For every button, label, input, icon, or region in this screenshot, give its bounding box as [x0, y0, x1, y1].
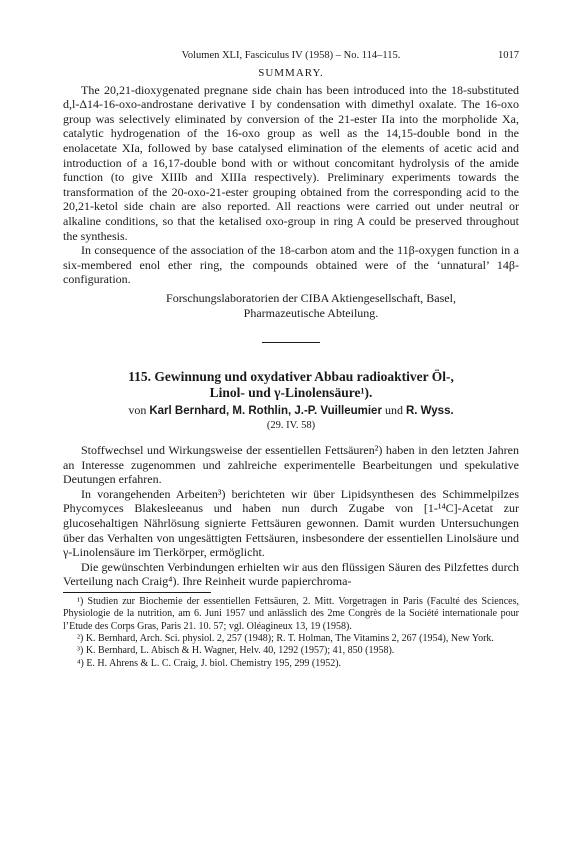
affiliation-line-1: Forschungslaboratorien der CIBA Aktiengesellschaft, Basel,	[166, 290, 456, 305]
article-title-line-2: Linol- und γ-Linolensäure¹).	[209, 385, 373, 401]
running-head	[63, 50, 519, 61]
affiliation	[63, 291, 519, 320]
summary-paragraph-2: In consequence of the association of the 18-carbon atom and the 11β-oxygen function in a six-membered enol ether ring, the compounds obtained were of the ‘unnatural’ 14β-configuration.	[63, 243, 519, 287]
affiliation-line-2: Pharmazeutische Abteilung.	[243, 305, 379, 320]
article-paragraph-3: Die gewünschten Verbindungen erhielten wir aus den flüssigen Säuren des Pilzfettes durch Verteilung nach Craig⁴). Ihre Reinheit wurde papierchroma-	[63, 559, 519, 589]
article-title	[63, 369, 519, 401]
page-number: 1017	[498, 50, 519, 61]
author-names: Karl Bernhard, M. Rothlin, J.-P. Vuilleumier	[149, 405, 382, 418]
article-paragraph-2: In vorangehenden Arbeiten³) berichteten wir über Lipidsynthesen des Schimmelpilzes Phycomyces Blakesleeanus und haben nun durch Zugabe von [1-¹⁴C]-Acetat zur glucosehaltigen Nährlösung signierte Fettsäuren gewonnen. Damit wurden Untersuchungen über das Verhalten von ungesättigten Fettsäuren, insbesondere der essentiellen Linolsäure und γ-Linolensäure im Tierkörper, ermöglicht.	[63, 486, 519, 560]
authors-prefix: von	[128, 403, 147, 418]
summary-heading: SUMMARY.	[258, 67, 324, 79]
article-authors	[63, 403, 519, 419]
authors-and: und	[384, 403, 403, 418]
author-last: R. Wyss.	[405, 405, 454, 418]
running-head-text: Volumen XLI, Fasciculus IV (1958) – No. 114–115.	[181, 50, 401, 61]
footnote-1: ¹) Studien zur Biochemie der essentiellen Fettsäuren, 2. Mitt. Vorgetragen in Paris (Faculté des Sciences, Physiologie de la nutrition, am 6. Juni 1957 und anlässlich des 2me Congrès de la Société internationale pour l’Etude des Corps Gras, Paris 21. 10. 57; vgl. Oléagineux 13, 19 (1958).	[63, 596, 519, 632]
page-body	[63, 66, 519, 670]
footnote-rule	[63, 592, 211, 593]
section-divider	[262, 342, 320, 343]
footnote-2: ²) K. Bernhard, Arch. Sci. physiol. 2, 257 (1948); R. T. Holman, The Vitamins 2, 267 (1954), New York.	[77, 632, 494, 644]
article-date: (29. IV. 58)	[266, 420, 316, 432]
article-paragraph-1: Stoffwechsel und Wirkungsweise der essentiellen Fettsäuren²) haben in den letzten Jahren an Interesse zugenommen und zahlreiche experimentelle Bearbeitungen und spekulative Deutungen erfahren.	[63, 443, 519, 487]
summary-paragraph-1: The 20,21-dioxygenated pregnane side chain has been introduced into the 18-substituted d,l-Δ14-16-oxo-androstane derivative I by condensation with dimethyl oxalate. The 16-oxo group was selectively eliminated by conversion of the 21-ester IIa into the morpholide Xa, catalytic hydrogenation of the 16-oxo group as well as the 14,15-double bond in the enolacetate XIa, followed by base catalysed elimination of the elements of acetic acid and introduction of a 16,17-double bond with or without concomitant hydrolysis of the amide function (to give XIIIb and XIIIa respectively). Preliminary experiments towards the transformation of the 20-oxo-21-ester grouping obtained from the corresponding acid to the 20,21-ketol side chain are also reported. All reactions were carried out under neutral or alkaline conditions, so that the ketalised oxo-group in ring A could be preserved throughout the synthesis.	[63, 82, 519, 243]
article-title-line-1: 115. Gewinnung und oxydativer Abbau radioaktiver Öl-,	[128, 369, 454, 385]
footnote-3: ³) K. Bernhard, L. Abisch & H. Wagner, Helv. 40, 1292 (1957); 41, 850 (1958).	[77, 645, 395, 657]
footnote-4: ⁴) E. H. Ahrens & L. C. Craig, J. biol. Chemistry 195, 299 (1952).	[77, 657, 342, 669]
